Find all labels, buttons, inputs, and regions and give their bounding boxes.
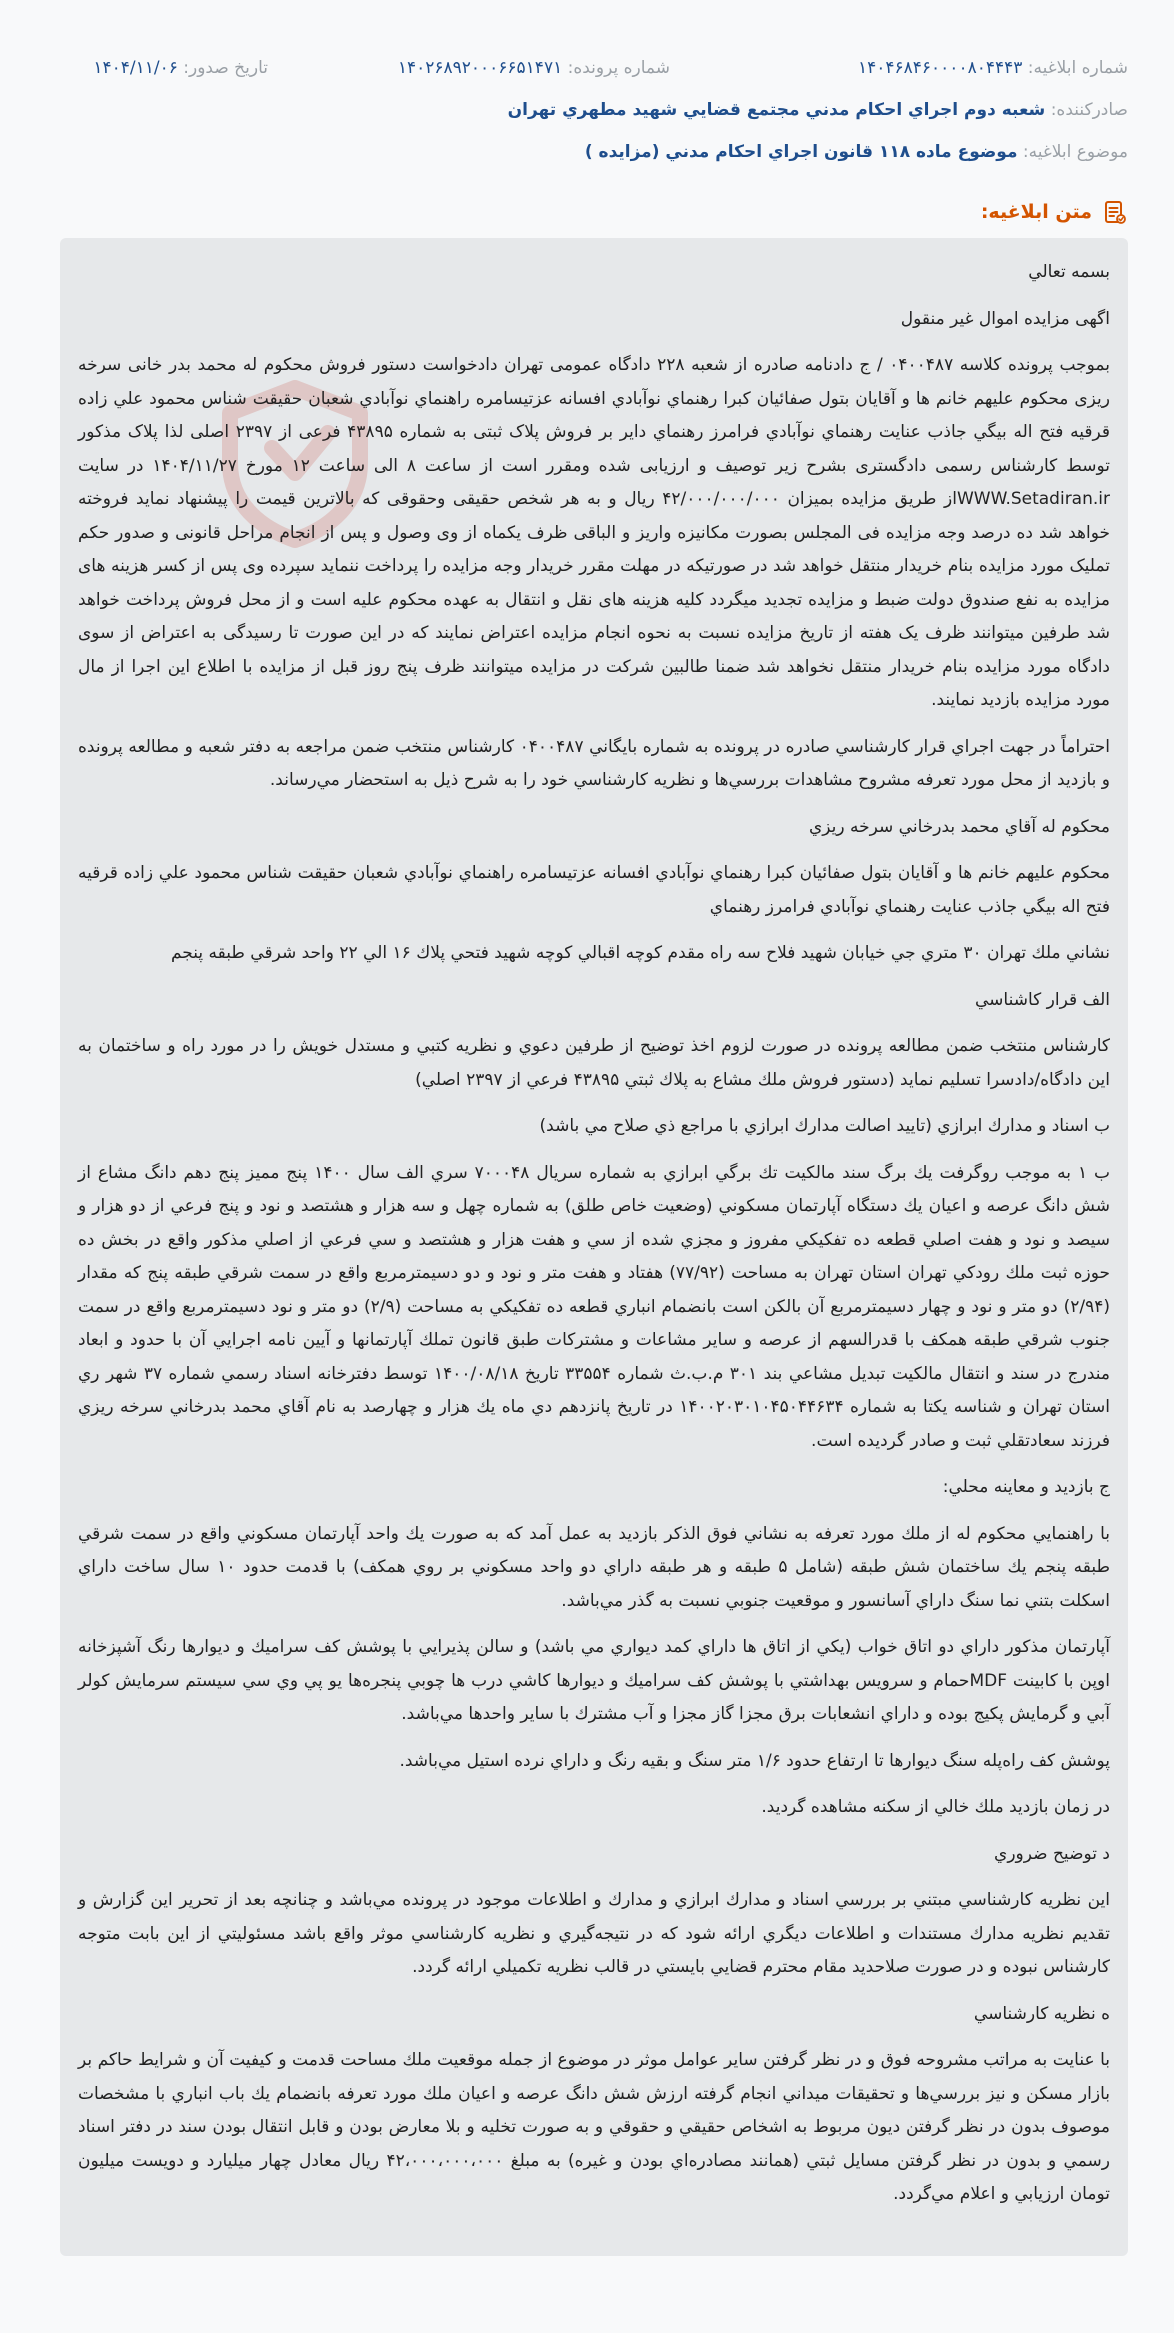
notice-body [60,238,1128,2212]
subject-value: موضوع ماده ۱۱۸ قانون اجراي احکام مدني (مزايده ) [584,142,1018,162]
body-paragraph: اگهی مزايده اموال غير منقول [900,308,1110,329]
subject-label: موضوع ابلاغيه: [1022,142,1128,162]
body-paragraph: با عنايت به مراتب مشروحه فوق و در نظر گرفتن ساير عوامل موثر در موضوع از جمله موقعيت ملك مساحت قدمت و كيفيت آن و شرايط حاكم بر بازار مسكن و نيز بررسي‌ها و تحقيقات ميداني انجام گرفته ارزش شش دانگ عرصه و اعيان ملك مورد تعرفه بانضمام يك باب انباري با مشخصات موصوف بدون در نظر گرفتن ديون مربوط به اشخاص حقيقي و حقوقي و به صورت تخليه و بلا معارض بودن و قابل انتقال بودن سند در دفتر اسناد رسمي و بدون در نظر گرفتن مسايل ثبتي (همانند مصادره‌اي بودن و غيره) به مبلغ ۴۲،۰۰۰،۰۰۰،۰۰۰ ريال معادل چهار ميليارد و دويست ميليون تومان ارزيابي و اعلام مي‌گردد. [78,2050,1111,2204]
body-paragraph: آپارتمان مذكور داراي دو اتاق خواب (يكي از اتاق ها داراي كمد ديواري مي باشد) و سالن پذيرايي با پوشش كف سراميك و ديوارها رنگ آشپزخانه اوپن با كابينت MDFحمام و سرويس بهداشتي با پوشش كف سراميك و ديوارها كاشي درب ها چوبي پنجره‌ها يو پي وي سي سيستم سرمايش كولر آبي و گرمايش پكيج بوده و داراي انشعابات برق مجزا گاز مجزا و آب مشترك با ساير واحدها مي‌باشد. [78,1637,1110,1724]
notice-text-heading-label: متن ابلاغيه: [980,201,1092,223]
body-paragraph: اين نظريه كارشناسي مبتني بر بررسي اسناد و مدارك ابرازي و مدارك و اطلاعات موجود در پرونده مي‌باشد و چنانچه بعد از تحرير اين گزارش و تقديم نظريه مدارك مستندات و اطلاعات ديگري ارائه شود كه در نتيجه‌گيري و نظريه كارشناسي موثر واقع باشد مسئوليتي از اين بابت متوجه كارشناس نبوده و در صورت صلاحديد مقام محترم قضايي بايستي در قالب نظريه تكميلي ارائه گردد. [78,1890,1110,1977]
body-paragraph: ه نظريه كارشناسي [973,2003,1110,2024]
body-paragraph: احتراماً در جهت اجراي قرار کارشناسي صادره در پرونده به شماره بايگاني ۰۴۰۰۴۸۷ کارشناس منتخب ضمن مراجعه به دفتر شعبه و مطالعه پرونده و بازديد از محل مورد تعرفه مشروح مشاهدات بررسي‌ها و نظريه کارشناسي خود را به شرح ذيل به استحضار مي‌رساند. [78,736,1111,790]
body-paragraph: ج بازديد و معاينه محلي: [942,1477,1110,1497]
notice-text-heading [981,198,1128,226]
notice-text-box [60,238,1128,2256]
body-paragraph: پوشش كف راه‌پله سنگ ديوارها تا ارتفاع حدود ۱/۶ متر سنگ و بقيه رنگ و داراي نرده استيل مي‌باشد. [399,1750,1110,1771]
issue-date [93,56,268,80]
body-paragraph: کارشناس منتخب ضمن مطالعه پرونده در صورت لزوم اخذ توضيح از طرفين دعوي و نظريه کتبي و مستدل خويش را در مورد راه و ساختمان به اين دادگاه/دادسرا تسليم نمايد (دستور فروش ملك مشاع به پلاك ثبتي ۴۳۸۹۵ فرعي از ۲۳۹۷ اصلي) [78,1036,1110,1090]
issue-date-label: تاريخ صدور: [183,58,268,78]
body-paragraph: نشاني ملك تهران ۳۰ متري جي خيابان شهيد فلاح سه راه مقدم کوچه اقبالي کوچه شهيد فتحي پلاك ۱۶ الي ۲۲ واحد شرقي طبقه پنجم [170,943,1110,963]
document-icon [1100,198,1128,226]
body-paragraph: الف قرار کاشناسي [975,989,1110,1010]
notice-number-value: ۱۴۰۴۶۸۴۶۰۰۰۰۸۰۴۴۴۳ [858,58,1023,78]
subject-row [46,140,1128,164]
body-paragraph: در زمان بازديد ملك خالي از سكنه مشاهده گرديد. [761,1797,1110,1817]
body-paragraph: محکوم عليهم خانم ها و آقايان بتول صفائيان کبرا رهنماي نوآبادي افسانه عزتيسامره راهنماي نوآبادي شعبان حقيقت شناس محمود علي زاده قرقيه فتح اله بيگي جاذب عنايت رهنماي نوآبادي فرامرز رهنماي [78,863,1110,917]
notice-number [858,56,1128,80]
issuer-value: شعبه دوم اجراي احکام مدني مجتمع قضايي شهيد مطهري تهران [507,100,1046,120]
body-paragraph: ب اسناد و مدارك ابرازي (تاييد اصالت مدارك ابرازي با مراجع ذي صلاح مي باشد) [539,1116,1110,1136]
issue-date-value: ۱۴۰۴/۱۱/۰۶ [93,58,178,78]
issuer-row [46,98,1128,122]
body-paragraph: با راهنمايي محكوم له از ملك مورد تعرفه به نشاني فوق الذكر بازديد به عمل آمد كه به صورت يك واحد آپارتمان مسكوني واقع در سمت شرقي طبقه پنجم يك ساختمان شش طبقه (شامل ۵ طبقه و هر طبقه داراي دو واحد مسكوني بر روي همكف) با قدمت حدود ۱۰ سال ساخت داراي اسكلت بتني نما سنگ داراي آسانسور و موقعيت جنوبي نسبت به گذر مي‌باشد. [78,1523,1110,1611]
case-number-value: ۱۴۰۲۶۸۹۲۰۰۰۶۶۵۱۴۷۱ [397,58,563,78]
body-paragraph: بموجب پرونده کلاسه ۰۴۰۰۴۸۷ / ج دادنامه صادره از شعبه ۲۲۸ دادگاه عمومی تهران دادخواست دستور فروش محکوم له محمد بدر خانی سرخه ريزی محکوم عليهم خانم ها و آقايان بتول صفائيان کبرا رهنماي نوآبادي افسانه عزتيسامره راهنماي نوآبادي شعبان حقيقت شناس محمود علي زاده قرقيه فتح اله بيگي جاذب عنايت رهنماي نوآبادي فرامرز رهنماي داير بر فروش پلاک ثبتی به شماره ۴۳۸۹۵ فرعی از ۲۳۹۷ اصلی لذا پلاک مذکور توسط کارشناس رسمی دادگستری بشرح زير توصيف و ارزيابی شده ومقرر است از ساعت ۸ الی ساعت ۱۲ مورخ ۱۴۰۴/۱۱/۲۷ در سايت WWW.Setadiran.irاز طريق مزايده بميزان ۴۲/۰۰۰/۰۰۰/۰۰۰ ريال و به هر شخص حقيقی وحقوقی که بالاترين قيمت را پيشنهاد نمايد فروخته خواهد شد ده درصد وجه مزايده فی المجلس بصورت مکانيزه واريز و الباقی ظرف يکماه از وی وصول و پس از انجام مراحل قانونی و صدور حکم تمليک مورد مزايده بنام خريدار منتقل خواهد شد در صورتيکه در مهلت مقرر خريدار وجه مزايده را پرداخت ننمايد سپرده وی پس از کسر هزينه های مزايده به نفع صندوق دولت ضبط و مزايده تجديد ميگردد کليه هزينه های نقل و انتقال به عهده محکوم عليه است و از محل فروش پرداخت خواهد شد طرفين ميتوانند ظرف يک هفته از تاريخ مزايده نسبت به نحوه انجام مزايده اعتراض نمايند که در اين صورت تا رسيدگی به اعتراض از سوی دادگاه مورد مزايده بنام خريدار منتقل نخواهد شد ضمنا طالبين شرکت در مزايده ميتوانند ظرف پنج روز قبل از مزايده با اطلاع اين اجرا از مال مورد مزايده بازديد نمايند. [78,355,1111,710]
case-number-label: شماره پرونده: [567,58,670,78]
body-paragraph: محکوم له آقاي محمد بدرخاني سرخه ريزي [809,816,1110,837]
notice-number-label: شماره ابلاغيه: [1027,58,1128,78]
case-number [398,56,670,80]
issuer-label: صادرکننده: [1050,100,1128,120]
body-paragraph: ب ۱ به موجب روگرفت يك برگ سند مالكيت تك برگي ابرازي به شماره سريال ۷۰۰۰۴۸ سري الف سال ۱۴۰۰ پنج مميز پنج دهم دانگ مشاع از شش دانگ عرصه و اعيان يك دستگاه آپارتمان مسكوني (وضعيت خاص طلق) به شماره چهل و سه هزار و هشتصد و نود و پنج فرعي از دو هزار و سيصد و نود و هفت اصلي قطعه ده تفكيكي مفروز و مجزي شده از سي و هفت هزار و هشتصد و سي فرعي از اصلي مذكور واقع در بخش ده حوزه ثبت ملك رودكي تهران استان تهران به مساحت (۷۷/۹۲) هفتاد و هفت متر و نود و دو دسيمترمربع واقع در سمت شرقي طبقه پنج كه مقدار (۲/۹۴) دو متر و نود و چهار دسيمترمربع آن بالكن است بانضمام انباري قطعه ده تفكيكي به مساحت (۲/۹) دو متر و نود دسيمترمربع واقع در سمت جنوب شرقي طبقه همكف با قدرالسهم از عرصه و ساير مشاعات و مشتركات طبق قانون تملك آپارتمانها و آيين نامه اجرايي آن با حدود و ابعاد مندرج در سند و انتقال مالكيت تبديل مشاعي بند ۳۰۱ م.ب.ث شماره ۳۳۵۵۴ تاريخ ۱۴۰۰/۰۸/۱۸ توسط دفترخانه اسناد رسمي شماره ۳۷ شهر ري استان تهران و شناسه يكتا به شماره ۱۴۰۰۲۰۳۰۱۰۴۵۰۴۴۶۳۴ در تاريخ پانزدهم دي ماه يك هزار و چهارصد به نام آقاي محمد بدرخاني سرخه ريزي فرزند سعادتقلي ثبت و صادر گرديده است. [78,1162,1111,1451]
body-paragraph: د توضيح ضروري [994,1843,1110,1864]
body-paragraph: بسمه تعالي [1028,262,1110,282]
